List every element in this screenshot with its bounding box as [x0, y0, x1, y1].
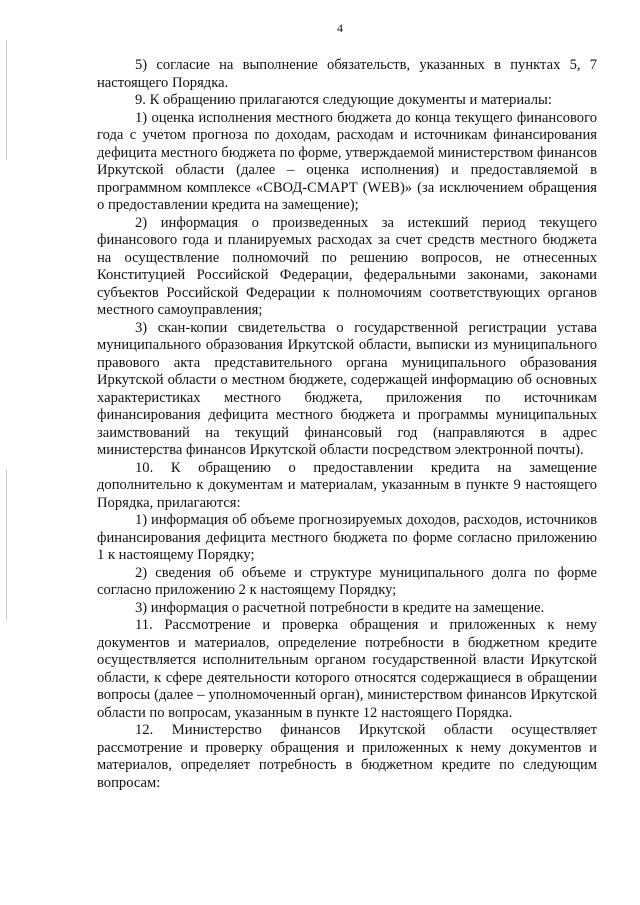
paragraph-clause-10-item-3: 3) информация о расчетной потребности в кредите на замещение.: [135, 599, 545, 616]
paragraph-clause-11: 11. Рассмотрение и проверка обращения и приложенных к нему документов и материалов, определение потребности в бюджетном кредите осуществляется исполнительным органом государственной власти Иркутской области, к сфере деятельности которого относятся содержащиеся в обращении вопросы (далее – уполномоченный орган), министерством финансов Иркутской области по вопросам, указанным в пункте 12 настоящего Порядка.: [97, 617, 597, 721]
scan-edge-mark: [6, 470, 7, 620]
document-body: [97, 57, 597, 792]
scan-edge-mark: [6, 40, 7, 160]
paragraph-item-5: 5) согласие на выполнение обязательств, указанных в пунктах 5, 7 настоящего Порядка.: [97, 57, 597, 91]
paragraph-clause-10-item-1: 1) информация об объеме прогнозируемых доходов, расходов, источников финансирования дефицита местного бюджета по форме согласно приложению 1 к настоящему Порядку;: [97, 512, 597, 563]
paragraph-clause-9: 9. К обращению прилагаются следующие документы и материалы:: [135, 92, 552, 108]
paragraph-clause-10: 10. К обращению о предоставлении кредита на замещение дополнительно к документам и материалам, указанным в пункте 9 настоящего Порядка, прилагаются:: [97, 459, 597, 511]
paragraph-clause-9-item-3: 3) скан-копии свидетельства о государственной регистрации устава муниципального образования Иркутской области, выписки из муниципального правового акта представительного органа муниципального образования Иркутской области о местном бюджете, содержащей информацию об основных характеристиках местного бюджета, приложения по источникам финансирования дефицита местного бюджета и программы муниципальных заимствований на текущий финансовый год (направляются в адрес министерства финансов Иркутской области посредством электронной почты).: [97, 319, 597, 458]
paragraph-clause-10-item-2: 2) сведения об объеме и структуре муниципального долга по форме согласно приложению 2 к настоящему Порядку;: [97, 564, 597, 598]
page-number: 4: [337, 21, 343, 35]
paragraph-clause-12: 12. Министерство финансов Иркутской области осуществляет рассмотрение и проверку обращения и приложенных к нему документов и материалов, определяет потребность в бюджетном кредите по следующим вопросам:: [97, 722, 597, 791]
paragraph-clause-9-item-2: 2) информация о произведенных за истекший период текущего финансового года и планируемых расходах за счет средств местного бюджета на осуществление полномочий по решению вопросов, не отнесенных Конституцией Российской Федерации, федеральными законами, законами субъектов Российской Федерации к полномочиям соответствующих органов местного самоуправления;: [97, 214, 597, 318]
paragraph-clause-9-item-1: 1) оценка исполнения местного бюджета до конца текущего финансового года с учетом прогноза по доходам, расходам и источникам финансирования дефицита местного бюджета по форме, утверждаемой министерством финансов Иркутской области (далее – оценка исполнения) и предоставляемой в программном комплексе «СВОД-СМАРТ (WEB)» (за исключением обращения о предоставлении кредита на замещение);: [97, 109, 597, 213]
